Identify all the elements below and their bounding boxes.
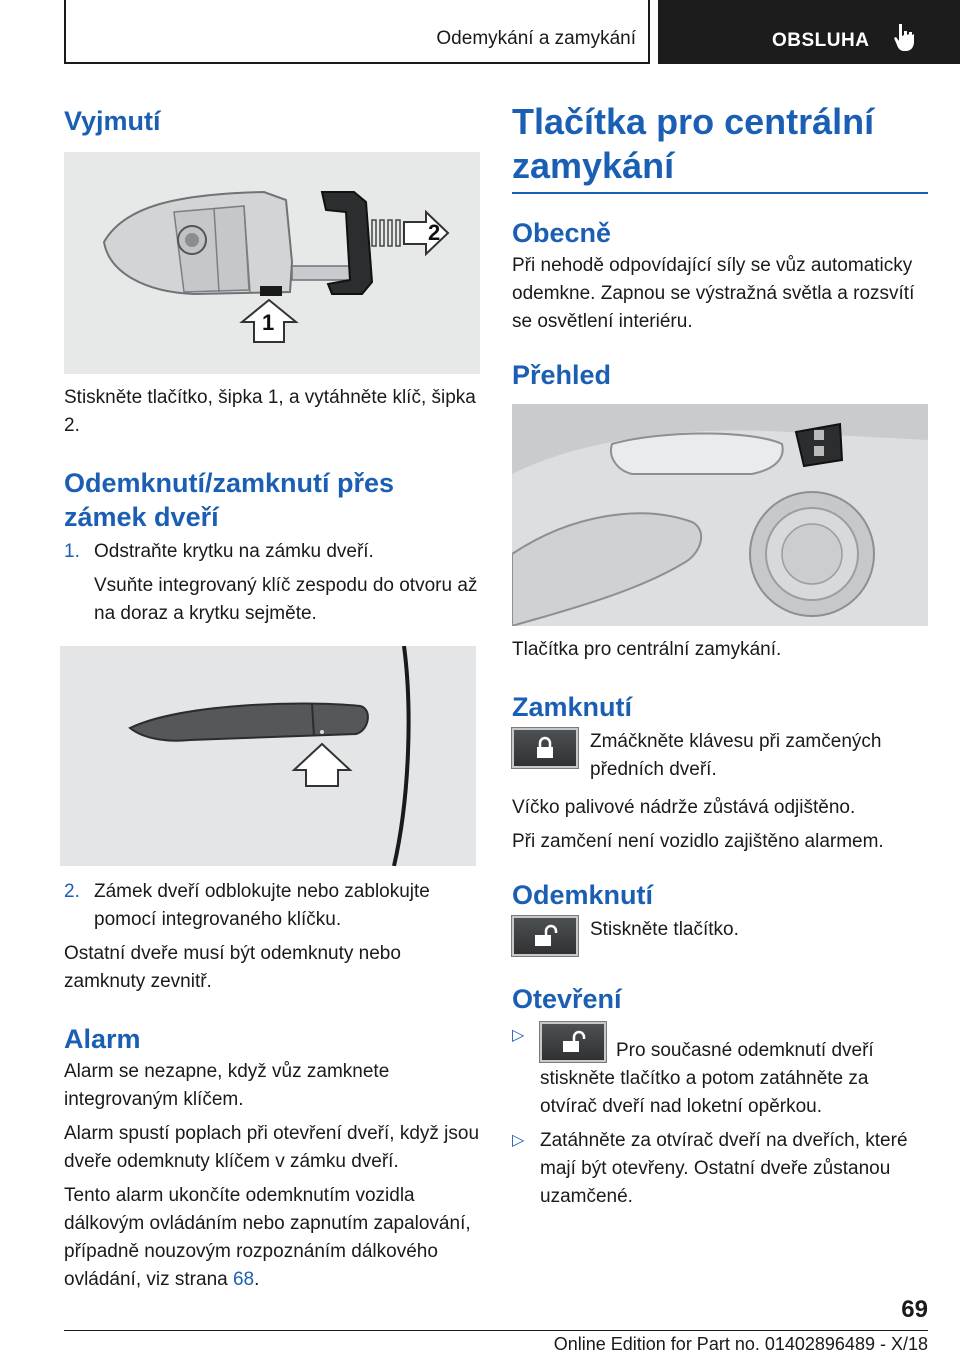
door-handle-illustration: [60, 646, 476, 866]
heading-vyjmuti: Vyjmutí: [64, 106, 161, 136]
triangle-marker-icon: ▷: [512, 1132, 525, 1149]
text-vicko: Víčko palivové nádrže zůstává odjištěno.: [512, 797, 856, 818]
text-alarm-1: Alarm se nezapne, když vůz zamknete integrovaným klíčem.: [64, 1061, 390, 1110]
image-door-panel: [512, 404, 928, 626]
heading-obecne: Obecně: [512, 218, 612, 248]
section-tab[interactable]: [658, 0, 960, 64]
heading-prehled: Přehled: [512, 360, 612, 390]
step-1-number: 1.: [64, 541, 80, 562]
arrow-label-1: 1: [262, 310, 275, 335]
text-alarm-2: Alarm spustí poplach při otevření dveří, když jsou dveře odemknuty klíčem v zámku dveří.: [64, 1123, 480, 1172]
unlock-button[interactable]: [512, 916, 578, 956]
header-rule-mid: [648, 0, 650, 64]
triangle-marker-icon: ▷: [512, 1027, 525, 1044]
footer-edition: Online Edition for Part no. 01402896489 - X/18: [553, 1334, 928, 1354]
text-otevreni-1: Pro současné odemknutí dveří stiskněte tlačítko a potom zatáhněte za otvírač dveří nad loketní opěrkou.: [540, 1040, 874, 1117]
otevreni-item-1: [512, 1022, 928, 1121]
pointing-hand-icon: [892, 22, 918, 52]
text-vyjmuti: Stiskněte tlačítko, šipka 1, a vytáhněte klíč, šipka 2.: [64, 387, 476, 436]
otevreni-item-2: [512, 1127, 928, 1211]
step-1-text-a: Odstraňte krytku na zámku dveří.: [94, 541, 374, 562]
chapter-title: Odemykání a zamykání: [436, 28, 636, 49]
unlock-icon: [560, 1030, 588, 1054]
odemknuti-row: [512, 916, 928, 956]
door-panel-illustration: [512, 404, 928, 626]
page-link-68[interactable]: 68: [232, 1269, 255, 1290]
step-2-text: Zámek dveří odblokujte nebo zablokujte pomocí integrovaného klíčku.: [94, 881, 430, 930]
lock-button[interactable]: [512, 728, 578, 768]
unlock-icon: [532, 924, 560, 948]
text-alarm-3: [64, 1182, 480, 1294]
step-1: [64, 538, 480, 628]
heading-odemknuti: Odemknutí: [512, 880, 654, 910]
image-key-removal: [64, 152, 480, 374]
image-door-handle: [60, 646, 476, 866]
unlock-button-inline[interactable]: [540, 1022, 606, 1062]
text-alarm-3-end: .: [254, 1269, 260, 1290]
heading-alarm: Alarm: [64, 1024, 141, 1054]
lock-icon: [534, 736, 556, 760]
arrow-label-2: 2: [428, 220, 441, 245]
step-1-text-b: Vsuňte integrovaný klíč zespodu do otvoru až na doraz a krytku sejměte.: [94, 575, 478, 624]
zamknuti-row: [512, 728, 928, 784]
text-otevreni-2: Zatáhněte za otvírač dveří na dveřích, které mají být otevřeny. Ostatní dveře zůstanou uzamčené.: [540, 1130, 908, 1207]
text-ostatni-dvere: Ostatní dveře musí být odemknuty nebo zamknuty zevnitř.: [64, 943, 401, 992]
text-odemknuti: Stiskněte tlačítko.: [590, 919, 739, 940]
text-prehled: Tlačítka pro centrální zamykání.: [512, 639, 782, 660]
key-removal-illustration: [64, 152, 480, 374]
heading-otevreni: Otevření: [512, 984, 622, 1014]
heading-underline: [512, 192, 928, 194]
step-2: [64, 878, 480, 934]
text-alarm-3-body: Tento alarm ukončíte odemknutím vozidla dálkovým ovládáním nebo zapnutím zapalování, případně nouzovým rozpoznáním dálkového ovládání, viz strana: [64, 1185, 471, 1290]
footer-rule: [64, 1330, 928, 1331]
step-2-number: 2.: [64, 881, 80, 902]
text-zamknuti: Zmáčkněte klávesu při zamčených předních dveří.: [590, 731, 882, 780]
text-obecne: Při nehodě odpovídající síly se vůz automaticky odemkne. Zapnou se výstražná světla a rozsvítí se osvětlení interiéru.: [512, 255, 915, 332]
right-column: [512, 100, 928, 1211]
left-column: [64, 100, 480, 1294]
heading-tlacitka-centralni: Tlačítka pro centrální zamykání: [512, 101, 875, 186]
heading-odemknuti-zamek: Odemknutí/zamknutí přes zámek dveří: [64, 468, 395, 532]
header-rule-bottom: [64, 62, 650, 64]
text-zamceni: Při zamčení není vozidlo zajištěno alarmem.: [512, 831, 884, 852]
heading-zamknuti: Zamknutí: [512, 692, 633, 722]
section-tab-label: OBSLUHA: [772, 30, 870, 51]
page-number: 69: [901, 1296, 928, 1323]
